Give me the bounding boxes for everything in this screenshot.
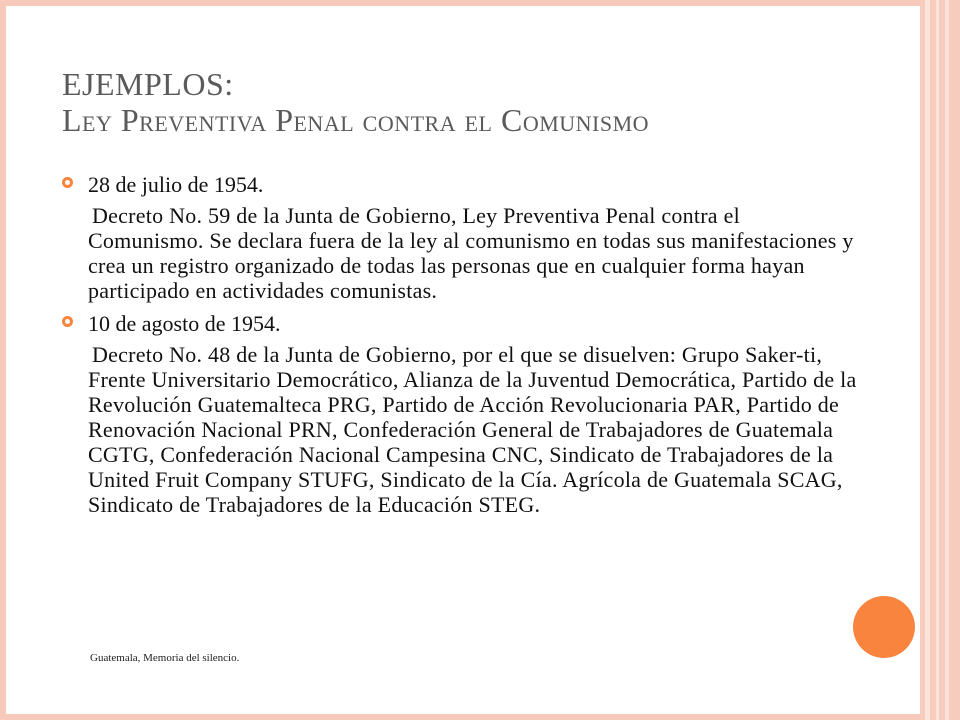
slide-title (62, 66, 892, 138)
bullet-icon (62, 177, 73, 188)
title-line-1: EJEMPLOS: (62, 66, 234, 102)
title-line-2: Ley Preventiva Penal contra el Comunismo (62, 102, 650, 138)
decorative-circle (853, 596, 915, 658)
paragraph: Decreto No. 59 de la Junta de Gobierno, Ley Preventiva Penal contra el Comunismo. Se declara fuera de la ley al comunismo en todas sus manifestaciones y crea un registro organizado de todas las personas que en cualquier forma hayan participado en actividades comunistas. (88, 203, 854, 303)
right-stripe (945, 0, 949, 720)
bullet-item (88, 311, 858, 336)
bullet-date: 28 de julio de 1954. (88, 172, 264, 197)
left-border (0, 0, 6, 720)
bottom-border (0, 714, 920, 720)
source-citation: Guatemala, Memoria del silencio. (90, 652, 240, 664)
paragraph: Decreto No. 48 de la Junta de Gobierno, por el que se disuelven: Grupo Saker-ti, Frente Universitario Democrático, Alianza de la Juventud Democrática, Partido de la Revolución Guatemalteca PRG, Partido de Acción Revolucionaria PAR, Partido de Renovación Nacional PRN, Confederación General de Trabajadores de Guatemala CGTG, Confederación Nacional Campesina CNC, Sindicato de Trabajadores de la United Fruit Company STUFG, Sindicato de la Cía. Agrícola de Guatemala SCAG, Sindicato de Trabajadores de la Educación STEG. (88, 342, 857, 517)
right-stripe (925, 0, 930, 720)
right-stripe (936, 0, 939, 720)
bullet-date: 10 de agosto de 1954. (88, 311, 281, 336)
bullet-icon (62, 316, 73, 327)
slide-content (88, 172, 858, 517)
top-border (0, 0, 920, 6)
bullet-item (88, 172, 858, 197)
